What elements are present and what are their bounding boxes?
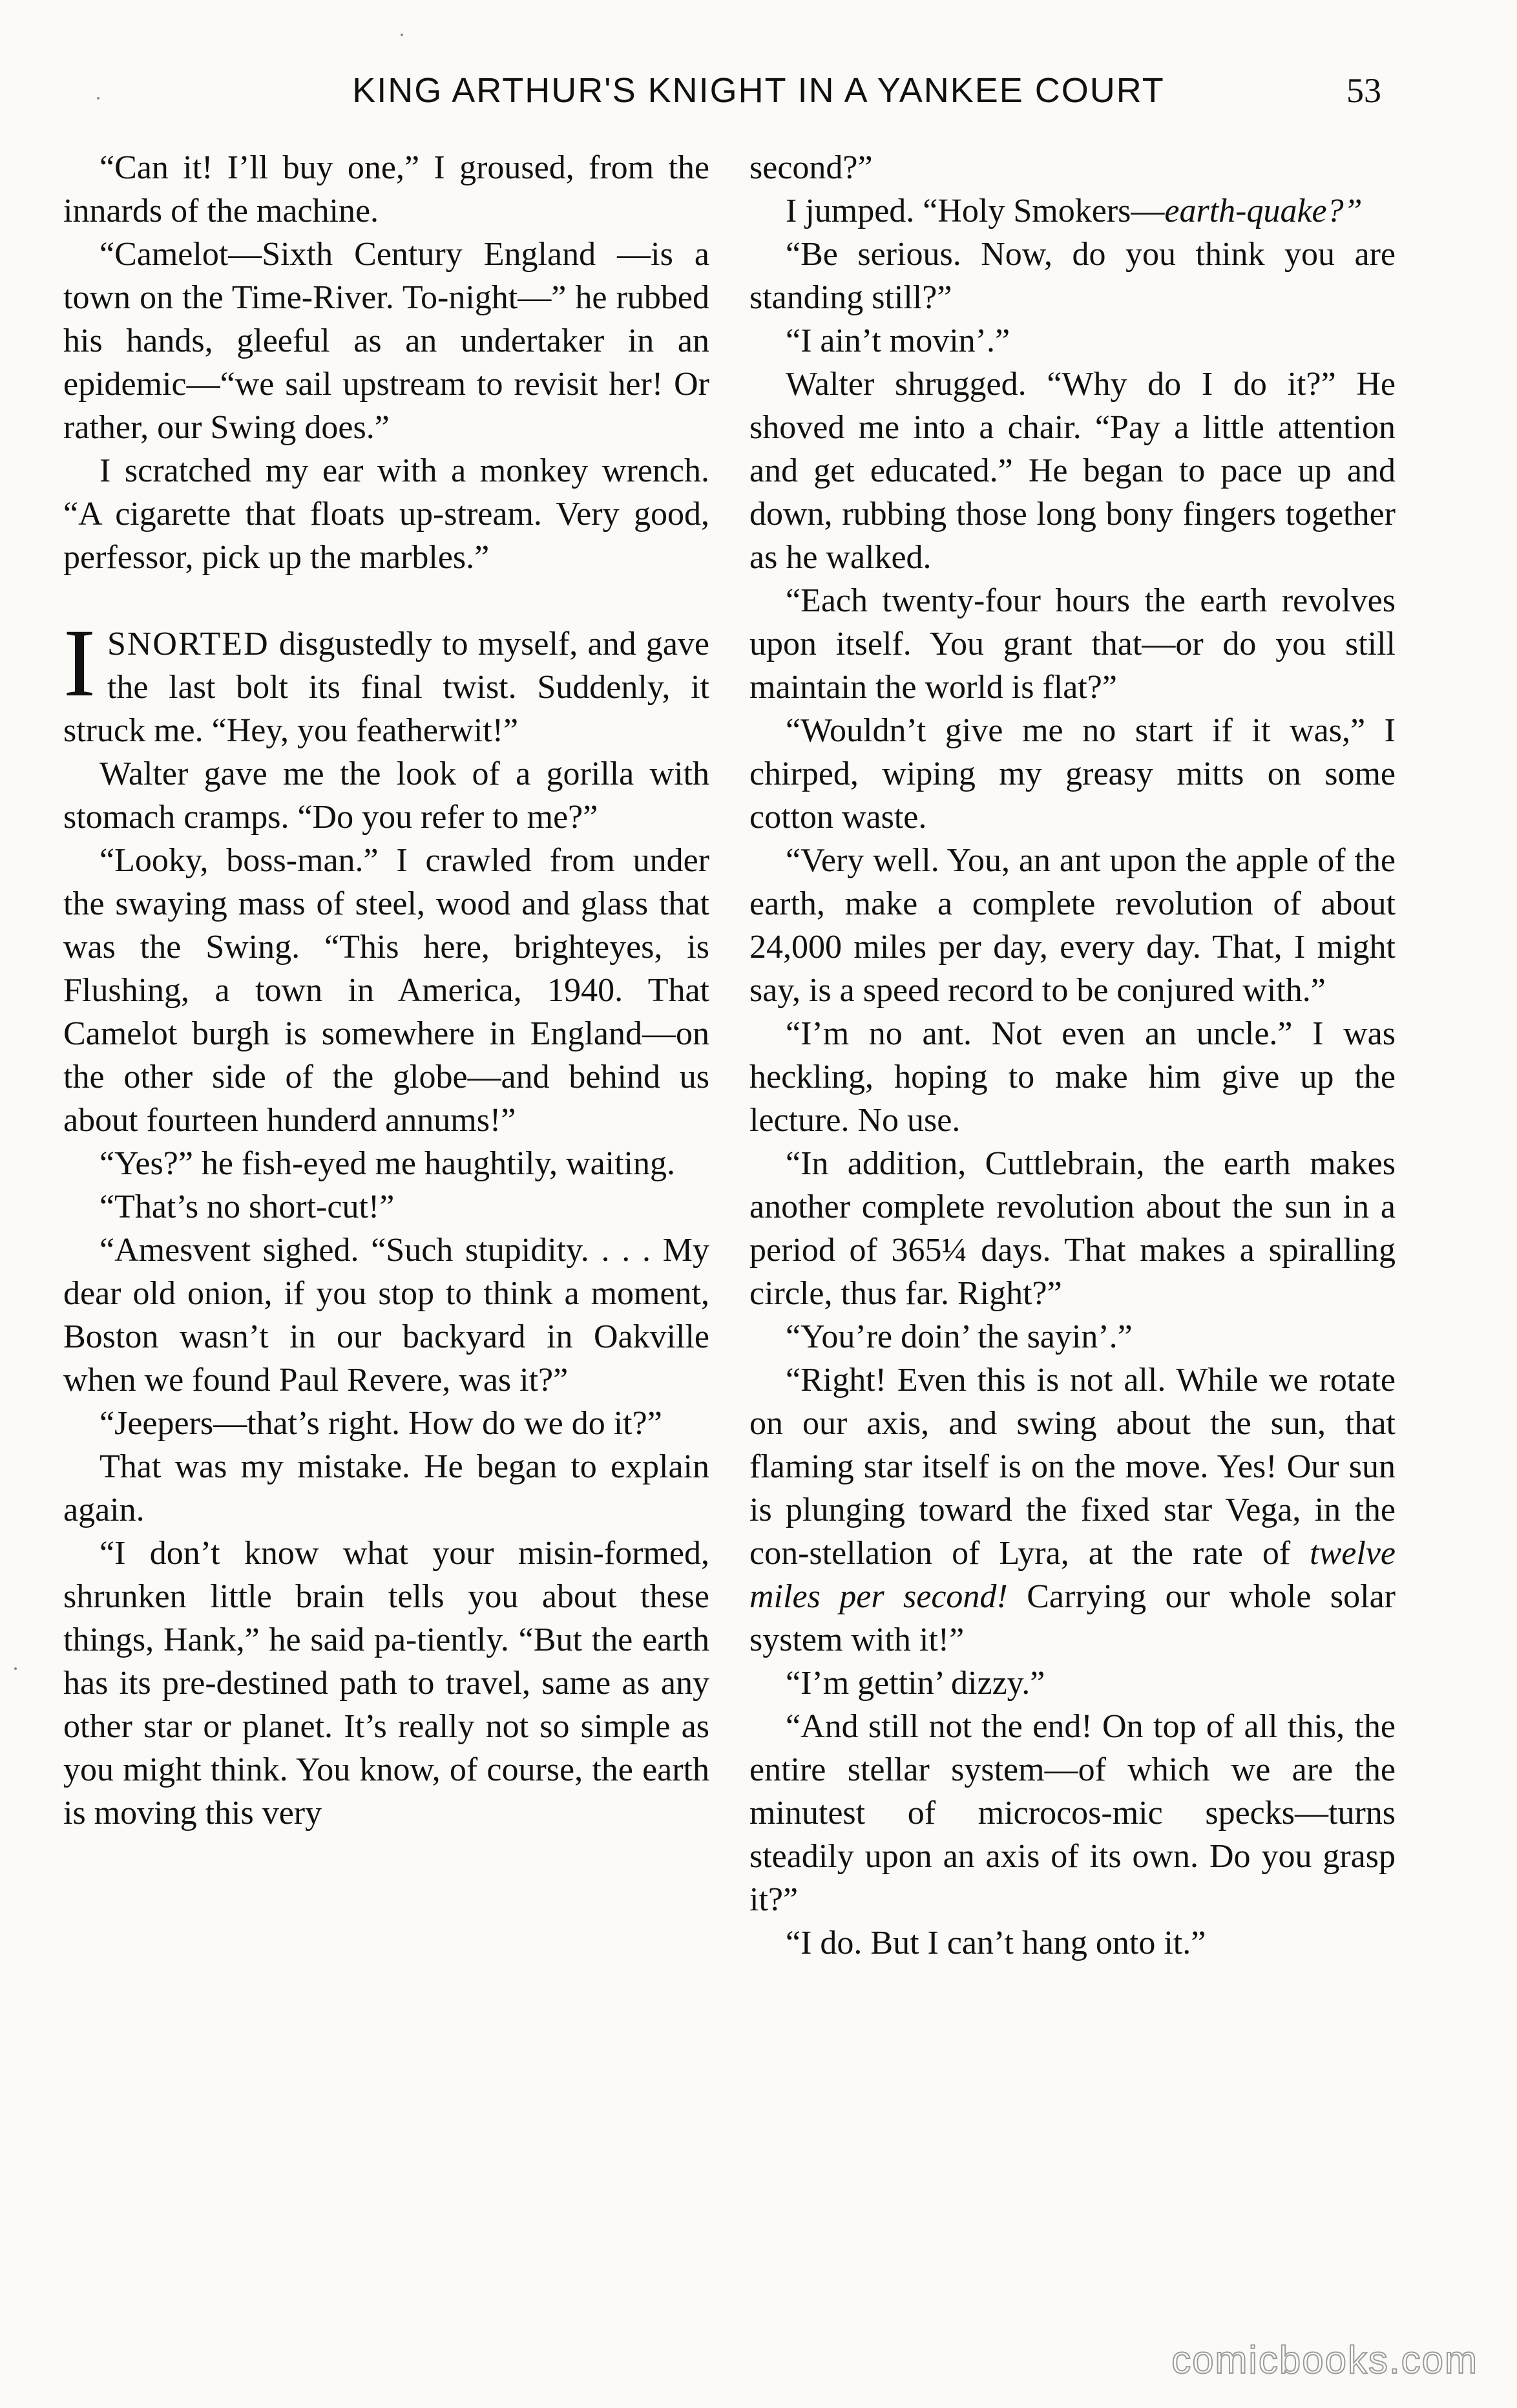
paragraph: “In addition, Cuttlebrain, the earth makes another complete revolution about the sun in a period of 365¼ days. That makes a spiralling circle, thus far. Right?” bbox=[749, 1145, 1396, 1312]
left-column bbox=[63, 146, 709, 1835]
italic-text: twelve miles per second! bbox=[749, 1535, 1396, 1615]
paragraph-continuation: second?” bbox=[749, 149, 873, 186]
paragraph: “I don’t know what your misin-formed, shrunken little brain tells you about these things, Hank,” he said pa-tiently. “But the earth has its pre-destined path to travel, same as any other star or planet. It’s really not so simple as you might think. You know, of course, the earth is moving this very bbox=[63, 1535, 709, 1832]
paragraph: “That’s no short-cut!” bbox=[99, 1188, 395, 1225]
paragraph: “Wouldn’t give me no start if it was,” I chirped, wiping my greasy mitts on some cotton waste. bbox=[749, 712, 1396, 836]
italic-text: earth-quake?” bbox=[1164, 193, 1363, 229]
paragraph: “I do. But I can’t hang onto it.” bbox=[786, 1925, 1206, 1961]
paragraph: That was my mistake. He began to explain again. bbox=[63, 1448, 709, 1528]
paragraph: Walter shrugged. “Why do I do it?” He shoved me into a chair. “Pay a little attention and get educated.” He began to pace up and down, rubbing those long bony fingers together as he walked. bbox=[749, 366, 1396, 576]
paragraph: “And still not the end! On top of all this, the entire stellar system—of which we are the minutest of microcos-mic specks—turns steadily upon an axis of its own. Do you grasp it?” bbox=[749, 1708, 1396, 1918]
paragraph: I scratched my ear with a monkey wrench. “A cigarette that floats up-stream. Very good, perfessor, pick up the marbles.” bbox=[63, 452, 709, 576]
paper-speck bbox=[97, 97, 99, 100]
page-header bbox=[0, 65, 1517, 116]
paragraph: “Camelot—Sixth Century England —is a town on the Time-River. To-night—” he rubbed his hands, gleeful as an undertaker in an epidemic—“we sail upstream to revisit her! Or rather, our Swing does.” bbox=[63, 236, 709, 446]
paragraph-text: “Right! Even this is not all. While we rotate on our axis, and swing about the sun, that flaming star itself is on the move. Yes! Our sun is plunging toward the fixed star Vega, in the con-stellation of Lyra, at the rate of bbox=[749, 1362, 1396, 1572]
paragraph: “I ain’t movin’.” bbox=[786, 322, 1010, 359]
paragraph: “Yes?” he fish-eyed me haughtily, waiting. bbox=[99, 1145, 676, 1182]
paper-speck bbox=[14, 1667, 17, 1670]
paragraph-text: I jumped. “Holy Smokers— bbox=[786, 193, 1165, 229]
paragraph: “Jeepers—that’s right. How do we do it?” bbox=[99, 1405, 662, 1442]
paragraph bbox=[749, 1358, 1396, 1662]
paper-speck bbox=[401, 34, 403, 36]
paragraph: “Be serious. Now, do you think you are standing still?” bbox=[749, 236, 1396, 316]
paragraph-text: Carrying our whole solar system with it!” bbox=[749, 1578, 1396, 1658]
paragraph: “Very well. You, an ant upon the apple of the earth, make a complete revolution of about 24,000 miles per day, every day. That, I might say, is a speed record to be conjured with.” bbox=[749, 842, 1396, 1009]
running-head: KING ARTHUR'S KNIGHT IN A YANKEE COURT bbox=[352, 71, 1165, 110]
paragraph: “Amesvent sighed. “Such stupidity. . . . My dear old onion, if you stop to think a moment, Boston wasn’t in our backyard in Oakville when we found Paul Revere, was it?” bbox=[63, 1232, 709, 1399]
page-number: 53 bbox=[1346, 71, 1381, 110]
watermark-logo: comicbooks.com bbox=[1171, 2338, 1478, 2382]
section-opening-paragraph bbox=[63, 609, 709, 752]
paragraph: “Can it! I’ll buy one,” I groused, from the innards of the machine. bbox=[63, 149, 709, 229]
paragraph bbox=[749, 189, 1396, 233]
paragraph-text: disgustedly to myself, and gave the last bolt its final twist. Suddenly, it struck me. “Hey, you featherwit!” bbox=[63, 626, 709, 749]
small-caps-lead: SNORTED bbox=[107, 626, 269, 662]
paragraph: Walter gave me the look of a gorilla with stomach cramps. “Do you refer to me?” bbox=[63, 755, 709, 836]
right-column bbox=[749, 146, 1396, 1965]
paragraph: “I’m no ant. Not even an uncle.” I was heckling, hoping to make him give up the lecture. No use. bbox=[749, 1015, 1396, 1139]
paragraph: “I’m gettin’ dizzy.” bbox=[786, 1665, 1045, 1702]
paragraph: “Looky, boss-man.” I crawled from under the swaying mass of steel, wood and glass that was the Swing. “This here, brighteyes, is Flushing, a town in America, 1940. That Camelot burgh is somewhere in England—on the other side of the globe—and behind us about fourteen hunderd annums!” bbox=[63, 842, 709, 1139]
drop-cap: I bbox=[63, 609, 96, 717]
paragraph: “You’re doin’ the sayin’.” bbox=[786, 1318, 1133, 1355]
paragraph: “Each twenty-four hours the earth revolves upon itself. You grant that—or do you still maintain the world is flat?” bbox=[749, 582, 1396, 706]
